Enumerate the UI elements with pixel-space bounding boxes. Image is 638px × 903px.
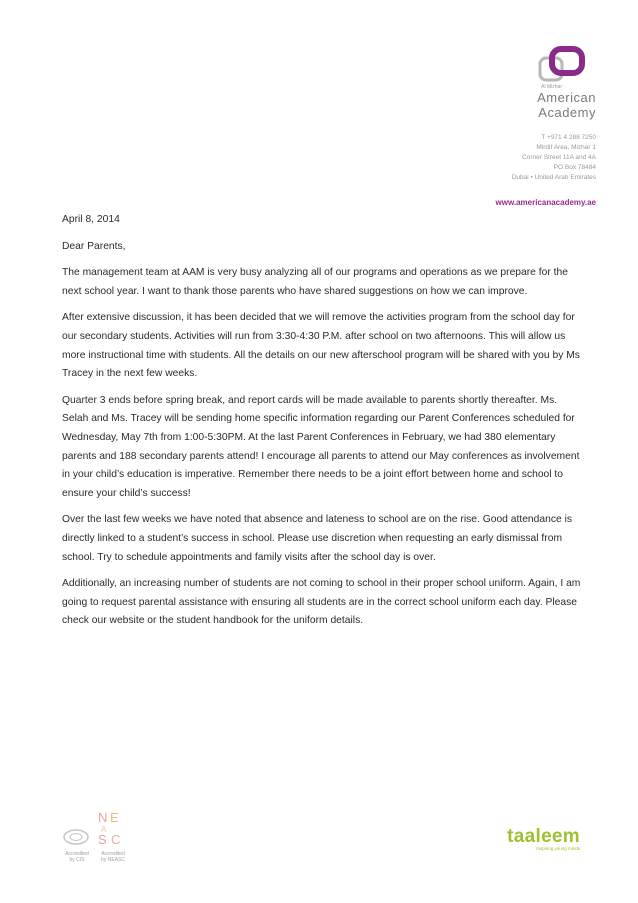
address-line: Mirdif Area, Mizhar 1 bbox=[536, 144, 596, 151]
cis-badge-line2: by CIS bbox=[69, 857, 85, 863]
svg-text:S: S bbox=[98, 832, 107, 846]
logo-text-line2: Academy bbox=[538, 105, 596, 120]
address-line: Dubai • United Arab Emirates bbox=[511, 174, 596, 181]
svg-text:N: N bbox=[98, 810, 108, 825]
cis-badge bbox=[62, 828, 92, 863]
neasc-badge-line1: Accredited bbox=[101, 851, 125, 857]
letter-salutation: Dear Parents, bbox=[62, 240, 126, 252]
school-logo bbox=[476, 46, 596, 120]
neasc-badge-line2: by NEASC bbox=[101, 857, 125, 863]
school-address bbox=[512, 133, 596, 183]
taaleem-name: taaleem bbox=[507, 826, 580, 847]
logo-small-text: Al Mizhar bbox=[541, 84, 562, 90]
address-line: T +971 4 288 7250 bbox=[541, 134, 596, 141]
logo-text-line1: American bbox=[537, 90, 596, 105]
svg-text:C: C bbox=[111, 832, 121, 846]
svg-text:A: A bbox=[101, 825, 107, 834]
cis-badge-line1: Accredited bbox=[65, 851, 89, 857]
address-line: PO Box 78484 bbox=[553, 164, 596, 171]
address-line: Corner Street 11A and 4A bbox=[522, 154, 596, 161]
letter-paragraph-3: Quarter 3 ends before spring break, and report cards will be made available to parents shortly thereafter. Ms. Selah and Ms. Tracey will be sending home specific information regarding our Parent Conferences scheduled for Wednesday, May 7th from 1:00-5:30PM. At the last Parent Conferences in February, we had 380 elementary parents and 188 secondary parents attend! I encourage all parents to attend our May conferences as involvement in your child’s education is imperative. Remember there needs to be a joint effort between home and school to ensure your child’s success! bbox=[62, 394, 580, 499]
taaleem-logo bbox=[507, 826, 580, 851]
neasc-badge bbox=[96, 808, 130, 863]
aam-logo-icon bbox=[536, 46, 588, 86]
letter-paragraph-5: Additionally, an increasing number of students are not coming to school in their proper school uniform. Again, I am going to request parental assistance with ensuring all students are in the correct school uniform each day. Please check our website or the student handbook for the uniform details. bbox=[62, 578, 581, 627]
cis-logo-icon bbox=[62, 828, 90, 846]
letter-paragraph-1: The management team at AAM is very busy analyzing all of our programs and operations as we prepare for the next school year. I want to thank those parents who have shared suggestions on how we can improve. bbox=[62, 267, 568, 297]
letter-paragraph-2: After extensive discussion, it has been decided that we will remove the activities program from the school day for our secondary students. Activities will run from 3:30-4:30 P.M. after school on two afternoons. This will allow us more instructional time with students. All the details on our new afterschool program will be shared with you by Ms Tracey in the next few weeks. bbox=[62, 312, 580, 380]
school-website-link[interactable]: www.americanacademy.ae bbox=[495, 198, 596, 207]
letter-paragraph-4: Over the last few weeks we have noted that absence and lateness to school are on the rise. Good attendance is directly linked to a student’s success in school. Please use discretion when requesting an early dismissal from school. Try to schedule appointments and family visits after the school day is over. bbox=[62, 514, 573, 563]
neasc-logo-icon bbox=[96, 808, 128, 846]
taaleem-tagline: Inspiring young minds bbox=[536, 846, 580, 851]
letter-date: April 8, 2014 bbox=[62, 214, 120, 225]
letter-body bbox=[62, 211, 582, 639]
svg-text:E: E bbox=[110, 810, 119, 825]
